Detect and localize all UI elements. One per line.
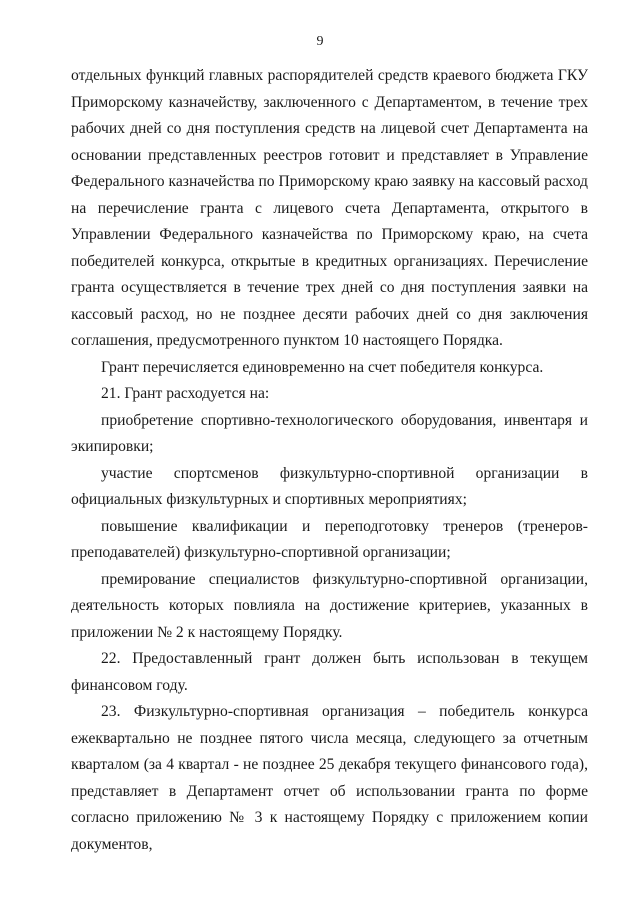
page-number: 9 (316, 34, 324, 49)
paragraph-grant-one-time: Грант перечисляется единовременно на счет победителя конкурса. (101, 358, 544, 376)
paragraph-22-current-year: 22. Предоставленный грант должен быть использован в текущем финансовом году. (71, 650, 588, 694)
paragraph-competition-participation: участие спортсменов физкультурно-спортивной организации в официальных физкультурных и спортивных мероприятиях; (71, 464, 588, 508)
paragraph-trainer-qualification: повышение квалификации и переподготовку тренеров (тренеров-преподавателей) физкультурно-спортивной организации; (71, 517, 588, 561)
paragraph-equipment-purchase: приобретение спортивно-технологического оборудования, инвентаря и экипировки; (71, 411, 588, 455)
paragraph-specialist-bonus: премирование специалистов физкультурно-спортивной организации, деятельность которых повлияла на достижение критериев, указанных в приложении № 2 к настоящему Порядку. (71, 570, 588, 641)
paragraph-21-heading: 21. Грант расходуется на: (101, 385, 270, 402)
document-body (71, 63, 588, 858)
paragraph-23-quarterly-report: 23. Физкультурно-спортивная организация – победитель конкурса ежеквартально не позднее пятого числа месяца, следующего за отчетным кварталом (за 4 квартал - не позднее 25 декабря текущего финансового года), представляет в Департамент отчет об использовании гранта по форме согласно приложению № 3 к настоящему Порядку с приложением копии документов, (71, 703, 588, 853)
paragraph-grant-transfer-procedure: отдельных функций главных распорядителей средств краевого бюджета ГКУ Приморскому казначейству, заключенного с Департаментом, в течение трех рабочих дней со дня поступления средств на лицевой счет Департамента на основании представленных реестров готовит и представляет в Управление Федерального казначейства по Приморскому краю заявку на кассовый расход на перечисление гранта с лицевого счета Департамента, открытого в Управлении Федерального казначейства по Приморскому краю, на счета победителей конкурса, открытые в кредитных организациях. Перечисление гранта осуществляется в течение трех дней со дня поступления заявки на кассовый расход, но не позднее десяти рабочих дней со дня заключения соглашения, предусмотренного пунктом 10 настоящего Порядка. (71, 67, 588, 349)
